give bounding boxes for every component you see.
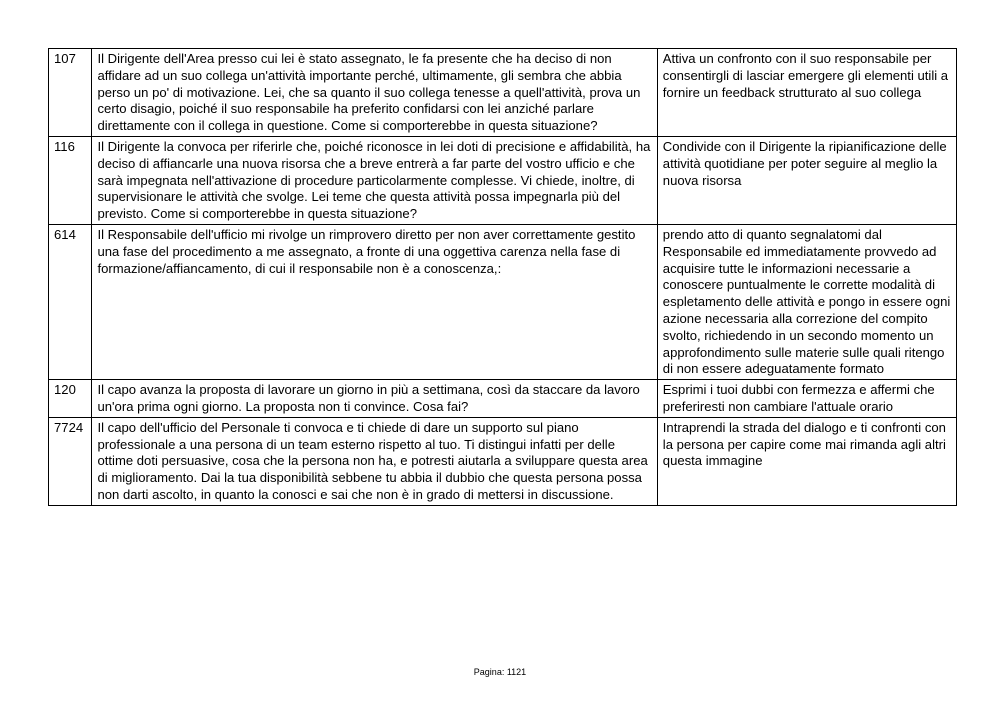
- row-id: 7724: [49, 417, 92, 505]
- row-id: 120: [49, 380, 92, 418]
- row-question: Il Responsabile dell'ufficio mi rivolge un rimprovero diretto per non aver correttamente gestito una fase del procedimento a me assegnato, a fronte di una oggettiva carenza nella fase di formazione/affiancamento, di cui il responsabile non è a conoscenza,:: [92, 224, 657, 379]
- row-answer: Attiva un confronto con il suo responsabile per consentirgli di lasciar emergere gli elementi utili a fornire un feedback strutturato al suo collega: [657, 49, 956, 137]
- row-answer: Intraprendi la strada del dialogo e ti confronti con la persona per capire come mai rimanda agli altri questa immagine: [657, 417, 956, 505]
- row-id: 107: [49, 49, 92, 137]
- table-row: [49, 49, 957, 137]
- page-number: Pagina: 1121: [473, 667, 527, 677]
- row-question: Il Dirigente la convoca per riferirle che, poiché riconosce in lei doti di precisione e affidabilità, ha deciso di affiancarle una nuova risorsa che a breve entrerà a far parte del vostro ufficio e che sarà impegnata nell'attivazione di procedure particolarmente complesse. Vi chiede, inoltre, di supervisionare le attività che svolge. Lei teme che questa attività possa impegnarla più del previsto. Come si comporterebbe in questa situazione?: [92, 136, 657, 224]
- row-question: Il capo avanza la proposta di lavorare un giorno in più a settimana, così da staccare da lavoro un'ora prima ogni giorno. La proposta non ti convince. Cosa fai?: [92, 380, 657, 418]
- row-id: 614: [49, 224, 92, 379]
- row-id: 116: [49, 136, 92, 224]
- table-row: [49, 136, 957, 224]
- page-footer: [0, 667, 1000, 677]
- row-answer: Condivide con il Dirigente la ripianificazione delle attività quotidiane per poter seguire al meglio la nuova risorsa: [657, 136, 956, 224]
- row-question: Il Dirigente dell'Area presso cui lei è stato assegnato, le fa presente che ha deciso di non affidare ad un suo collega un'attività importante perché, ultimamente, gli sembra che abbia perso un po' di motivazione. Lei, che sa quanto il suo collega tenesse a quell'attività, prova un certo disagio, poiché il suo responsabile ha preferito confidarsi con lei anziché parlare direttamente con il collega in questione. Come si comporterebbe in questa situazione?: [92, 49, 657, 137]
- table-row: [49, 380, 957, 418]
- questions-table: [48, 48, 957, 506]
- row-answer: Esprimi i tuoi dubbi con fermezza e affermi che preferiresti non cambiare l'attuale orario: [657, 380, 956, 418]
- table-row: [49, 224, 957, 379]
- row-question: Il capo dell'ufficio del Personale ti convoca e ti chiede di dare un supporto sul piano professionale a una persona di un team esterno rispetto al tuo. Ti distingui infatti per delle ottime doti persuasive, cosa che la persona non ha, e potresti aiutarla a sviluppare questa area di miglioramento. Dai la tua disponibilità sebbene tu abbia il dubbio che questa persona possa non darti ascolto, in quanto la conosci e sai che non è in grado di mettersi in discussione.: [92, 417, 657, 505]
- row-answer: prendo atto di quanto segnalatomi dal Responsabile ed immediatamente provvedo ad acquisire tutte le informazioni necessarie a conoscere puntualmente le corrette modalità di espletamento delle attività e pongo in essere ogni azione necessaria alla correzione del compito svolto, richiedendo in un secondo momento un approfondimento sulle materie sulle quali ritengo di non essere adeguatamente formato: [657, 224, 956, 379]
- table-row: [49, 417, 957, 505]
